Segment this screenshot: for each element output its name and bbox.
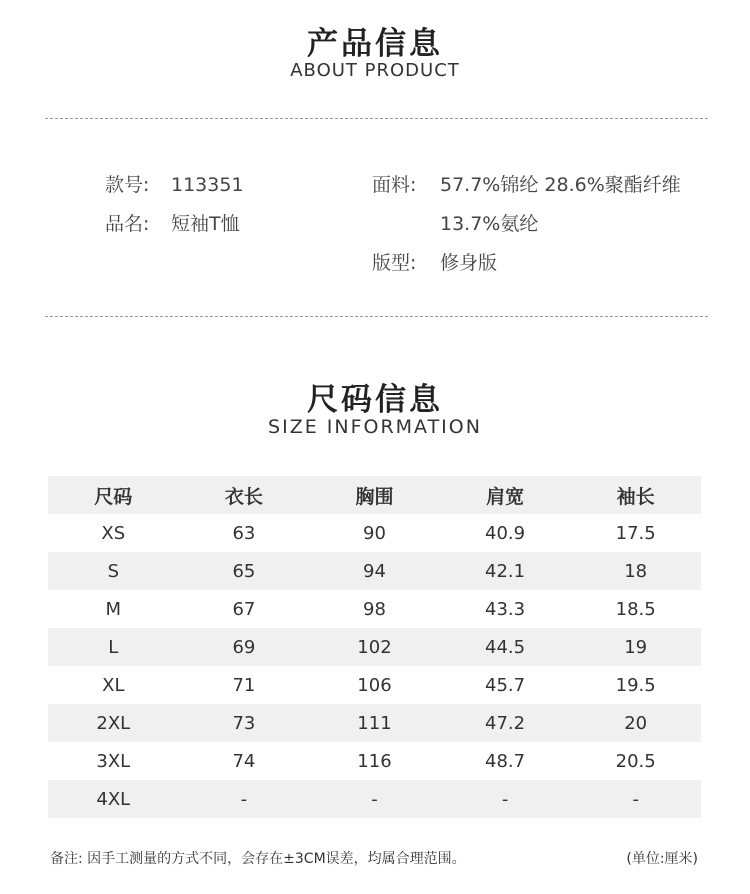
cell-sleeve: 19 [570, 628, 701, 666]
fabric-row [372, 170, 681, 197]
cell-sleeve: 18 [570, 552, 701, 590]
table-row [48, 780, 701, 818]
cell-length: 69 [179, 628, 310, 666]
header-shoulder: 肩宽 [440, 476, 571, 514]
fit-row [372, 248, 497, 275]
divider [45, 118, 708, 119]
cell-size: 3XL [96, 750, 131, 772]
cell-shoulder: - [440, 780, 571, 818]
cell-length: - [179, 780, 310, 818]
size-table [48, 476, 701, 818]
size-table-header [48, 476, 701, 514]
header-size: 尺码 [48, 476, 179, 514]
cell-size: 2XL [48, 704, 179, 742]
table-row [48, 704, 701, 742]
product-title: 产品信息 [307, 26, 443, 62]
fit-label: 版型: [372, 252, 417, 274]
cell-length: 74 [232, 750, 256, 772]
product-name-value: 短袖T恤 [171, 213, 240, 235]
cell-sleeve: 19.5 [615, 674, 656, 696]
cell-sleeve: - [570, 780, 701, 818]
cell-length: 65 [179, 552, 310, 590]
table-row [48, 666, 701, 704]
table-row [48, 590, 701, 628]
style-number-value: 113351 [171, 174, 244, 196]
cell-chest: - [309, 780, 440, 818]
cell-sleeve: 17.5 [615, 522, 656, 544]
cell-size: L [48, 628, 179, 666]
cell-length: 67 [232, 598, 256, 620]
cell-chest: 116 [357, 750, 392, 772]
cell-sleeve: 20.5 [615, 750, 656, 772]
cell-chest: 106 [357, 674, 392, 696]
size-title: 尺码信息 [307, 382, 443, 418]
header-sleeve: 袖长 [570, 476, 701, 514]
cell-chest: 90 [363, 522, 386, 544]
cell-length: 63 [232, 522, 256, 544]
cell-size: XS [101, 522, 126, 544]
cell-size: XL [102, 674, 125, 696]
product-name-label: 品名: [105, 213, 150, 235]
table-row [48, 514, 701, 552]
table-row [48, 742, 701, 780]
fabric-value-line2: 13.7%氨纶 [440, 213, 539, 235]
cell-length: 73 [179, 704, 310, 742]
cell-shoulder: 44.5 [440, 628, 571, 666]
product-subtitle: ABOUT PRODUCT [290, 60, 460, 81]
cell-shoulder: 47.2 [440, 704, 571, 742]
fabric-value-line1: 57.7%锦纶 28.6%聚酯纤维 [440, 174, 681, 196]
table-row [48, 628, 701, 666]
unit-note: (单位:厘米) [626, 851, 698, 867]
cell-size: 4XL [48, 780, 179, 818]
cell-sleeve: 20 [570, 704, 701, 742]
cell-shoulder: 45.7 [485, 674, 526, 696]
measurement-note: 备注: 因手工测量的方式不同，会存在±3CM误差，均属合理范围。 [50, 851, 466, 867]
cell-shoulder: 43.3 [485, 598, 526, 620]
cell-chest: 94 [309, 552, 440, 590]
cell-chest: 98 [363, 598, 386, 620]
fabric-label: 面料: [372, 174, 417, 196]
cell-chest: 111 [309, 704, 440, 742]
cell-size: S [48, 552, 179, 590]
header-length: 衣长 [179, 476, 310, 514]
table-row [48, 552, 701, 590]
cell-sleeve: 18.5 [615, 598, 656, 620]
product-name-row [105, 209, 240, 236]
cell-length: 71 [232, 674, 256, 696]
divider [45, 316, 708, 317]
style-number-row [105, 170, 244, 197]
cell-shoulder: 40.9 [485, 522, 526, 544]
cell-chest: 102 [309, 628, 440, 666]
cell-shoulder: 48.7 [485, 750, 526, 772]
cell-size: M [105, 598, 122, 620]
fit-value: 修身版 [440, 252, 498, 274]
style-number-label: 款号: [105, 174, 150, 196]
cell-shoulder: 42.1 [440, 552, 571, 590]
size-subtitle: SIZE INFORMATION [268, 416, 482, 438]
header-chest: 胸围 [309, 476, 440, 514]
